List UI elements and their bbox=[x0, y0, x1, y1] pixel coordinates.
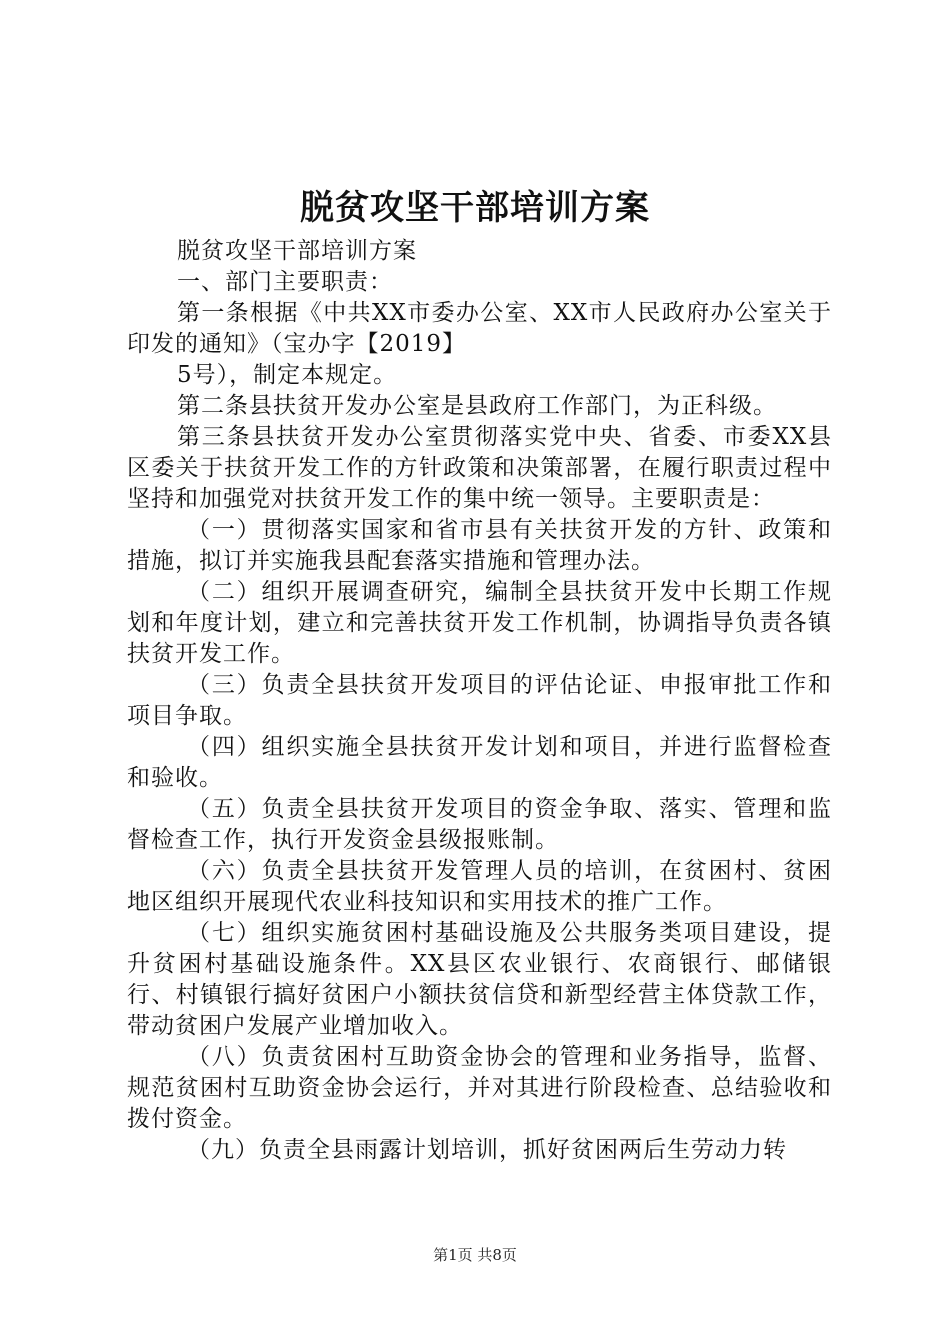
document-body bbox=[127, 236, 832, 1166]
paragraph: 5号），制定本规定。 bbox=[177, 362, 398, 388]
paragraph: 一、部门主要职责： bbox=[177, 269, 393, 295]
paragraph: 第二条县扶贫开发办公室是县政府工作部门，为正科级。 bbox=[177, 393, 777, 419]
paragraph: （九）负责全县雨露计划培训，抓好贫困两后生劳动力转 bbox=[187, 1137, 787, 1163]
paragraph: （七）组织实施贫困村基础设施及公共服务类项目建设，提升贫困村基础设施条件。XX县区农业银行、农商银行、邮储银行、村镇银行搞好贫困户小额扶贫信贷和新型经营主体贷款工作，带动贫困户发展产业增加收入。 bbox=[127, 920, 832, 1039]
paragraph: （二）组织开展调查研究，编制全县扶贫开发中长期工作规划和年度计划，建立和完善扶贫开发工作机制，协调指导负责各镇扶贫开发工作。 bbox=[127, 579, 832, 667]
document-title: 脱贫攻坚干部培训方案 bbox=[300, 188, 650, 228]
paragraph: （五）负责全县扶贫开发项目的资金争取、落实、管理和监督检查工作，执行开发资金县级报账制。 bbox=[127, 796, 832, 853]
paragraph: 第三条县扶贫开发办公室贯彻落实党中央、省委、市委XX县区委关于扶贫开发工作的方针政策和决策部署，在履行职责过程中坚持和加强党对扶贫开发工作的集中统一领导。主要职责是： bbox=[127, 424, 832, 512]
paragraph: （八）负责贫困村互助资金协会的管理和业务指导，监督、规范贫困村互助资金协会运行，并对其进行阶段检查、总结验收和拨付资金。 bbox=[127, 1044, 832, 1132]
paragraph: （四）组织实施全县扶贫开发计划和项目，并进行监督检查和验收。 bbox=[127, 734, 832, 791]
paragraph: （六）负责全县扶贫开发管理人员的培训，在贫困村、贫困地区组织开展现代农业科技知识和实用技术的推广工作。 bbox=[127, 858, 832, 915]
paragraph: （三）负责全县扶贫开发项目的评估论证、申报审批工作和项目争取。 bbox=[127, 672, 832, 729]
paragraph: 脱贫攻坚干部培训方案 bbox=[177, 238, 417, 264]
paragraph: 第一条根据《中共XX市委办公室、XX市人民政府办公室关于印发的通知》（宝办字【2019】 bbox=[127, 300, 832, 357]
page-footer: 第1页 共8页 bbox=[433, 1246, 517, 1264]
paragraph: （一）贯彻落实国家和省市县有关扶贫开发的方针、政策和措施，拟订并实施我县配套落实措施和管理办法。 bbox=[127, 517, 832, 574]
